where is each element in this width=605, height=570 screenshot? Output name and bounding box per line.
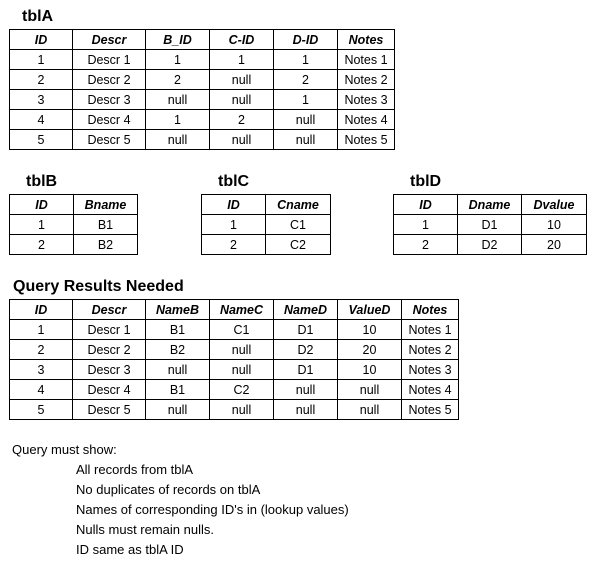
table-cell: null: [210, 130, 274, 150]
column-header: Notes: [338, 30, 395, 50]
table-cell: Descr 4: [73, 380, 146, 400]
header-row: [10, 195, 138, 215]
column-header: Descr: [73, 300, 146, 320]
table-cell: Descr 2: [73, 70, 146, 90]
header-row: [202, 195, 331, 215]
table-cell: 10: [522, 215, 587, 235]
table-cell: null: [338, 380, 402, 400]
table-cell: Notes 5: [338, 130, 395, 150]
requirement-item: Nulls must remain nulls.: [76, 522, 214, 537]
table-cell: Descr 2: [73, 340, 146, 360]
table-cell: 2: [10, 340, 73, 360]
table-cell: 5: [10, 130, 73, 150]
table-cell: 1: [210, 50, 274, 70]
table-cell: 1: [10, 215, 74, 235]
column-header: ID: [10, 195, 74, 215]
requirements: [12, 440, 349, 560]
table-cell: Notes 4: [338, 110, 395, 130]
table-cell: null: [210, 360, 274, 380]
table-cell: 2: [10, 70, 73, 90]
table-cell: 1: [274, 90, 338, 110]
results-title: Query Results Needed: [13, 278, 184, 295]
table-cell: Descr 4: [73, 110, 146, 130]
table-cell: Notes 1: [402, 320, 459, 340]
table-cell: D1: [458, 215, 522, 235]
header-row: [394, 195, 587, 215]
table-row: [10, 235, 138, 255]
requirement-item: ID same as tblA ID: [76, 542, 184, 557]
table-cell: null: [210, 90, 274, 110]
table-cell: null: [274, 380, 338, 400]
table-cell: D1: [274, 320, 338, 340]
column-header: ID: [10, 30, 73, 50]
table-row: [10, 110, 395, 130]
column-header: ID: [10, 300, 73, 320]
tblC-table: [201, 194, 331, 255]
column-header: NameC: [210, 300, 274, 320]
table-cell: B1: [74, 215, 138, 235]
requirements-label: Query must show:: [12, 442, 117, 457]
table-cell: C1: [266, 215, 331, 235]
column-header: C-ID: [210, 30, 274, 50]
table-row: [10, 50, 395, 70]
table-cell: D1: [274, 360, 338, 380]
table-cell: Descr 3: [73, 360, 146, 380]
table-cell: 1: [10, 320, 73, 340]
table-row: [10, 360, 459, 380]
tblB-table: [9, 194, 138, 255]
table-cell: 2: [146, 70, 210, 90]
table-cell: 10: [338, 360, 402, 380]
table-cell: Notes 2: [402, 340, 459, 360]
table-cell: C2: [266, 235, 331, 255]
table-cell: 3: [10, 360, 73, 380]
table-cell: 1: [146, 50, 210, 70]
column-header: Dvalue: [522, 195, 587, 215]
table-cell: 2: [274, 70, 338, 90]
table-cell: null: [210, 340, 274, 360]
tblA-table: [9, 29, 395, 150]
requirement-item: All records from tblA: [76, 462, 194, 477]
table-cell: 20: [522, 235, 587, 255]
header-row: [10, 300, 459, 320]
table-row: [10, 215, 138, 235]
table-row: [202, 235, 331, 255]
table-cell: 2: [10, 235, 74, 255]
table-cell: 3: [10, 90, 73, 110]
results-table: [9, 299, 459, 420]
column-header: ValueD: [338, 300, 402, 320]
table-cell: 2: [210, 110, 274, 130]
column-header: Cname: [266, 195, 331, 215]
table-row: [10, 400, 459, 420]
table-cell: 4: [10, 380, 73, 400]
table-cell: 1: [202, 215, 266, 235]
table-cell: Notes 2: [338, 70, 395, 90]
table-cell: 20: [338, 340, 402, 360]
table-row: [394, 235, 587, 255]
column-header: Bname: [74, 195, 138, 215]
table-cell: Descr 5: [73, 130, 146, 150]
tblB-title: tblB: [26, 173, 58, 190]
table-cell: Notes 3: [402, 360, 459, 380]
column-header: Notes: [402, 300, 459, 320]
table-row: [10, 90, 395, 110]
table-cell: null: [274, 130, 338, 150]
table-row: [10, 70, 395, 90]
table-cell: B1: [146, 320, 210, 340]
tblC-title: tblC: [218, 173, 250, 190]
table-cell: 1: [10, 50, 73, 70]
table-cell: B1: [146, 380, 210, 400]
table-cell: B2: [146, 340, 210, 360]
table-row: [394, 215, 587, 235]
table-cell: C1: [210, 320, 274, 340]
table-row: [10, 130, 395, 150]
table-cell: null: [146, 400, 210, 420]
table-cell: null: [146, 90, 210, 110]
table-cell: D2: [274, 340, 338, 360]
table-cell: Notes 3: [338, 90, 395, 110]
tblD-table: [393, 194, 587, 255]
table-cell: D2: [458, 235, 522, 255]
table-cell: C2: [210, 380, 274, 400]
column-header: Dname: [458, 195, 522, 215]
table-cell: Descr 5: [73, 400, 146, 420]
requirement-item: Names of corresponding ID's in (lookup values): [76, 502, 349, 517]
table-cell: null: [210, 70, 274, 90]
table-cell: 1: [146, 110, 210, 130]
column-header: D-ID: [274, 30, 338, 50]
table-cell: 5: [10, 400, 73, 420]
table-cell: null: [146, 130, 210, 150]
table-cell: 1: [274, 50, 338, 70]
header-row: [10, 30, 395, 50]
table-cell: null: [210, 400, 274, 420]
table-cell: Descr 1: [73, 50, 146, 70]
table-cell: null: [274, 400, 338, 420]
table-row: [10, 320, 459, 340]
requirements-list: [12, 460, 349, 560]
table-cell: 1: [394, 215, 458, 235]
table-cell: null: [274, 110, 338, 130]
column-header: Descr: [73, 30, 146, 50]
column-header: NameB: [146, 300, 210, 320]
column-header: NameD: [274, 300, 338, 320]
table-cell: Notes 4: [402, 380, 459, 400]
table-cell: Notes 1: [338, 50, 395, 70]
table-cell: 2: [394, 235, 458, 255]
table-cell: B2: [74, 235, 138, 255]
column-header: ID: [394, 195, 458, 215]
table-cell: Descr 3: [73, 90, 146, 110]
tblD-title: tblD: [410, 173, 442, 190]
table-cell: 2: [202, 235, 266, 255]
tblA-title: tblA: [22, 8, 54, 25]
table-row: [10, 340, 459, 360]
table-cell: 10: [338, 320, 402, 340]
requirement-item: No duplicates of records on tblA: [76, 482, 261, 497]
table-cell: Descr 1: [73, 320, 146, 340]
column-header: ID: [202, 195, 266, 215]
table-cell: null: [146, 360, 210, 380]
table-cell: Notes 5: [402, 400, 459, 420]
table-row: [10, 380, 459, 400]
column-header: B_ID: [146, 30, 210, 50]
table-row: [202, 215, 331, 235]
table-cell: null: [338, 400, 402, 420]
table-cell: 4: [10, 110, 73, 130]
